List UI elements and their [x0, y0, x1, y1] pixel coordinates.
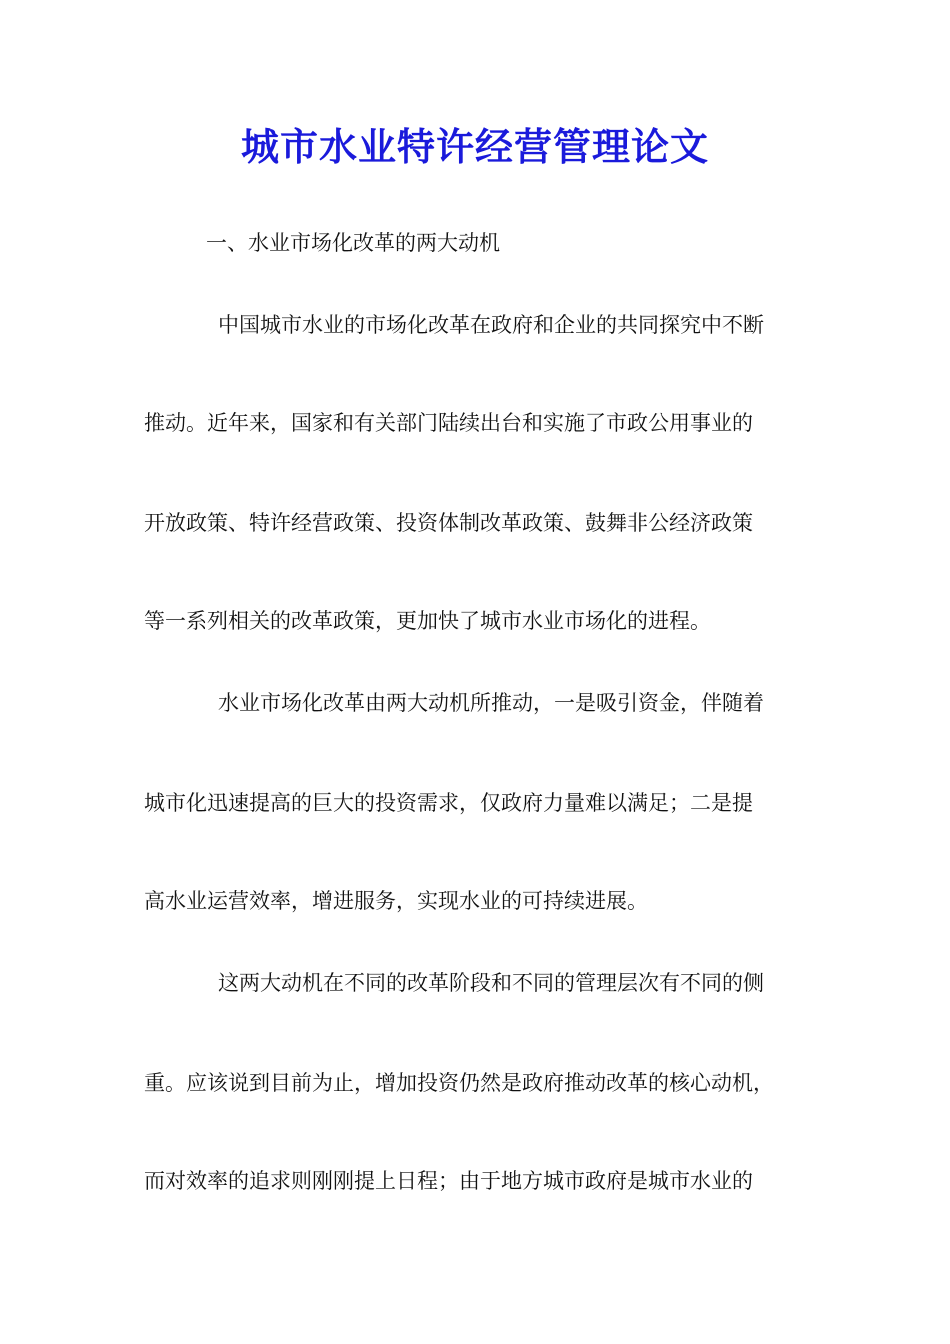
body-line-5: 水业市场化改革由两大动机所推动，一是吸引资金，伴随着	[218, 691, 764, 715]
body-line-10: 而对效率的追求则刚刚提上日程；由于地方城市政府是城市水业的	[144, 1169, 753, 1193]
body-line-7: 高水业运营效率，增进服务，实现水业的可持续进展。	[144, 889, 648, 913]
body-line-6: 城市化迅速提高的巨大的投资需求，仅政府力量难以满足；二是提	[144, 791, 753, 815]
section-heading: 一、水业市场化改革的两大动机	[206, 231, 500, 255]
body-line-3: 开放政策、特许经营政策、投资体制改革政策、鼓舞非公经济政策	[144, 511, 753, 535]
body-line-2: 推动。近年来，国家和有关部门陆续出台和实施了市政公用事业的	[144, 411, 753, 435]
body-line-1: 中国城市水业的市场化改革在政府和企业的共同探究中不断	[218, 313, 764, 337]
body-line-4: 等一系列相关的改革政策，更加快了城市水业市场化的进程。	[144, 609, 711, 633]
document-title: 城市水业特许经营管理论文	[240, 124, 709, 169]
body-line-9: 重。应该说到目前为止，增加投资仍然是政府推动改革的核心动机，	[144, 1071, 774, 1095]
body-line-8: 这两大动机在不同的改革阶段和不同的管理层次有不同的侧	[218, 971, 764, 995]
